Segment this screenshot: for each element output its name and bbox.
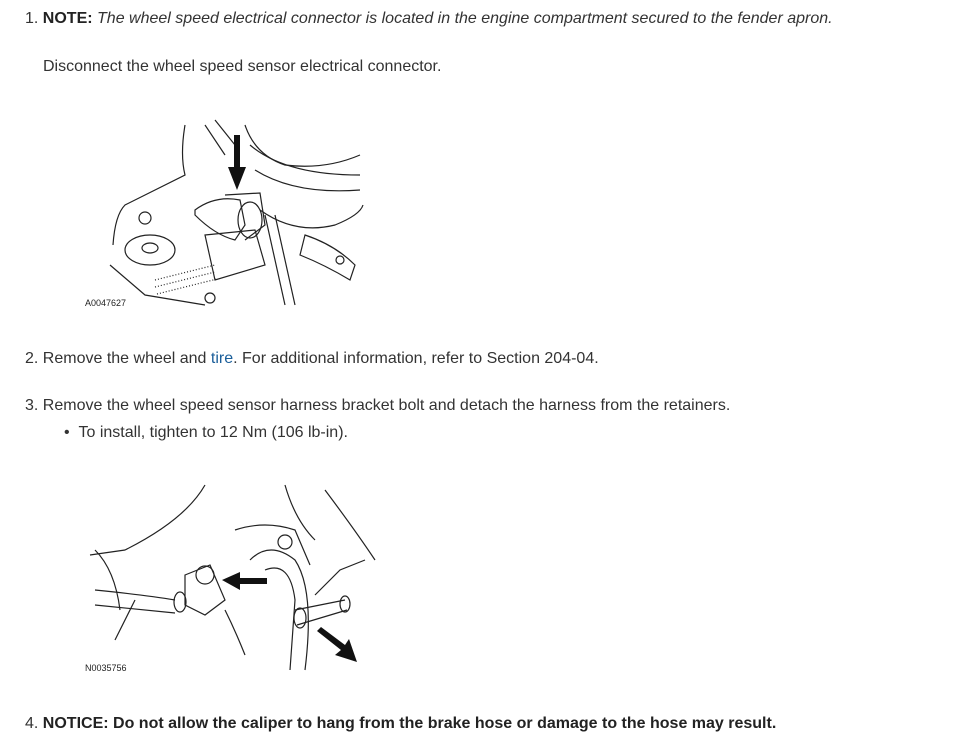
step-number: 2. bbox=[25, 350, 39, 367]
step-text: . For additional information, refer to Section 204-04. bbox=[233, 350, 599, 367]
step-number: 4. bbox=[25, 715, 39, 732]
step-3-bullets bbox=[64, 424, 348, 442]
figure-wheel-speed-connector bbox=[85, 115, 365, 315]
figure-id: N0035756 bbox=[85, 663, 127, 673]
figure-harness-bracket bbox=[85, 480, 385, 680]
step-number: 3. bbox=[25, 397, 39, 414]
step-1-text: Disconnect the wheel speed sensor electrical connector. bbox=[43, 58, 442, 75]
note-label: NOTE: bbox=[42, 10, 93, 27]
step-text: Remove the wheel speed sensor harness bracket bolt and detach the harness from the retainers. bbox=[42, 397, 731, 414]
figure-id: A0047627 bbox=[85, 298, 127, 308]
arrow-icon bbox=[227, 135, 247, 190]
step-3 bbox=[25, 397, 730, 415]
tire-link[interactable]: tire bbox=[210, 350, 234, 367]
arrow-icon bbox=[222, 570, 267, 590]
notice-text: Do not allow the caliper to hang from the brake hose or damage to the hose may result. bbox=[113, 715, 777, 732]
bullet-text: To install, tighten to 12 Nm (106 lb-in). bbox=[78, 424, 348, 441]
bullet-item: • To install, tighten to 12 Nm (106 lb-in). bbox=[64, 424, 348, 441]
step-text: Remove the wheel and bbox=[42, 350, 211, 367]
step-2 bbox=[25, 350, 599, 368]
step-number: 1. bbox=[25, 10, 39, 27]
notice-label: NOTICE: bbox=[42, 715, 109, 732]
note-text: The wheel speed electrical connector is located in the engine compartment secured to the fender apron. bbox=[97, 10, 833, 27]
arrow-icon bbox=[317, 627, 357, 662]
step-1 bbox=[25, 10, 833, 28]
step-4 bbox=[25, 715, 776, 733]
